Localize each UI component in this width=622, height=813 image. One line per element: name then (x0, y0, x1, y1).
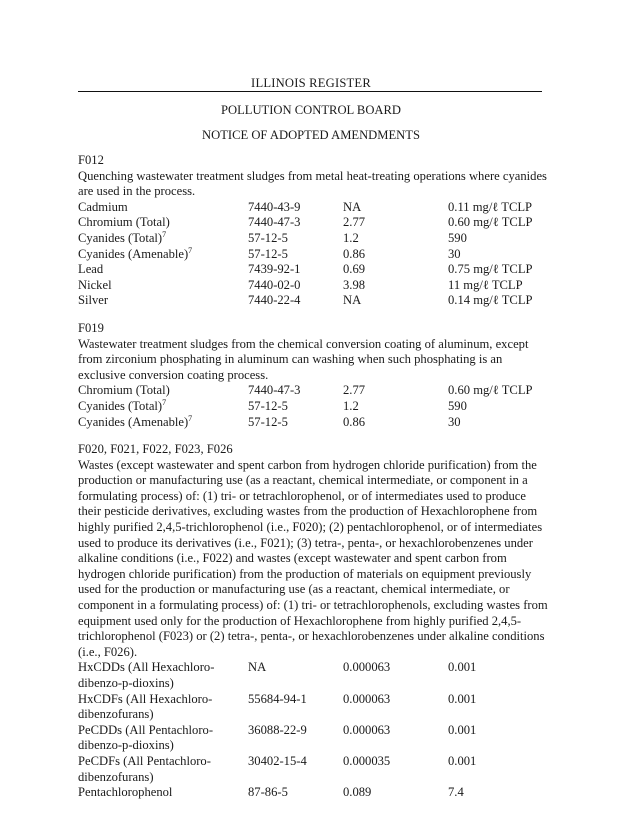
wastewater-standard: 0.86 (343, 414, 366, 429)
nonwastewater-standard: 0.60 mg/ℓ TCLP (448, 215, 533, 230)
cas-number: 7440-43-9 (248, 199, 301, 214)
constituent-name: Chromium (Total) (78, 383, 170, 398)
constituent-row (78, 231, 548, 247)
cas-number: 7440-47-3 (248, 215, 301, 230)
constituent-name: Cyanides (Amenable)$^7$ (78, 245, 193, 261)
constituent-name: Cyanides (Total)$^7$ (78, 229, 167, 245)
wastewater-standard: 1.2 (343, 398, 359, 413)
nonwastewater-standard: 11 mg/ℓ TCLP (448, 277, 523, 292)
nonwastewater-standard: 0.11 mg/ℓ TCLP (448, 199, 533, 214)
cas-number: 7440-02-0 (248, 277, 301, 292)
cas-number: 57-12-5 (248, 246, 288, 261)
notice-title: NOTICE OF ADOPTED AMENDMENTS (202, 128, 420, 142)
constituent-name: Silver (78, 293, 109, 308)
constituent-name: Cyanides (Amenable)$^7$ (78, 413, 193, 429)
waste-code: F019 (78, 320, 104, 335)
constituent-name: HxCDDs (All Hexachloro-dibenzo-p-dioxins) (78, 660, 215, 690)
waste-code: F012 (78, 153, 104, 167)
constituent-name: PeCDDs (All Pentachloro-dibenzo-p-dioxins) (78, 722, 214, 753)
nonwastewater-standard: 0.001 (448, 753, 477, 768)
waste-description: Wastes (except wastewater and spent carbon from hydrogen chloride purification) from the production or manufacturing use (as a reactant, chemical intermediate, or component in a formulating process) of: (1) tri- or tetrachlorophenol, or of intermediates used to produce their pesticide derivatives, excluding wastes from the production of Hexachlorophene from highly purified 2,4,5-trichlorophenol (i.e., F020); (2) pentachlorophenol, or of intermediates used to produce its derivatives (i.e., F021); (3) tetra-, penta-, or hexachlorobenzenes under alkaline conditions (i.e., F022) and wastes (except wastewater and spent carbon from hydrogen chloride purification) from the production of materials on equipment previously used for the production or manufacturing use (as a reactant, chemical intermediate, or component in a formulating process) of: (1) tri- or tetrachlorophenols, excluding wastes from equipment used only for the production of Hexachlorophene from highly purified 2,4,5-trichlorophenol (F023) or (2) tetra-, penta-, or hexachlorobenzenes under alkaline conditions (i.e., F026). (78, 457, 548, 659)
wastewater-standard: NA (343, 293, 362, 308)
wastewater-standard: 0.86 (343, 246, 366, 261)
wastewater-standard: 2.77 (343, 215, 366, 230)
footnote-marker: 7 (162, 397, 167, 407)
constituent-name: Chromium (Total) (78, 215, 170, 230)
register-title: ILLINOIS REGISTER (251, 76, 371, 90)
constituent-row (78, 399, 548, 415)
constituent-row (78, 415, 548, 431)
nonwastewater-standard: 590 (448, 230, 467, 245)
wastewater-standard: 0.000063 (343, 691, 391, 706)
nonwastewater-standard: 30 (448, 246, 461, 261)
cas-number: 57-12-5 (248, 398, 288, 413)
cas-number: 87-86-5 (248, 785, 288, 800)
nonwastewater-standard: 0.75 mg/ℓ TCLP (448, 262, 533, 277)
cas-number: 57-12-5 (248, 414, 288, 429)
wastewater-standard: 0.000063 (343, 660, 391, 675)
wastewater-standard: 0.089 (343, 785, 372, 800)
nonwastewater-standard: 590 (448, 398, 467, 413)
nonwastewater-standard: 0.001 (448, 660, 477, 675)
constituent-row (78, 660, 548, 691)
constituent-row (78, 754, 548, 785)
footnote-marker: 7 (188, 245, 193, 255)
constituent-name: Pentachlorophenol (78, 785, 173, 800)
constituent-name: PeCDFs (All Pentachloro-dibenzofurans) (78, 753, 211, 784)
cas-number: 57-12-5 (248, 230, 288, 245)
waste-description: Quenching wastewater treatment sludges from metal heat-treating operations where cyanides are used in the process. (78, 168, 547, 199)
board-title: POLLUTION CONTROL BOARD (220, 103, 402, 117)
header-rule (78, 91, 542, 92)
wastewater-standard: 2.77 (343, 383, 366, 398)
footnote-marker: 7 (188, 413, 193, 423)
nonwastewater-standard: 0.001 (448, 691, 477, 706)
wastewater-standard: 0.000063 (343, 722, 391, 737)
constituent-row (78, 692, 548, 723)
cas-number: 7439-92-1 (248, 262, 301, 277)
constituent-row (78, 247, 548, 263)
cas-number: 36088-22-9 (248, 722, 307, 737)
wastewater-standard: NA (343, 199, 362, 214)
constituent-name: Cadmium (78, 199, 128, 214)
nonwastewater-standard: 7.4 (448, 785, 464, 800)
nonwastewater-standard: 0.60 mg/ℓ TCLP (448, 383, 533, 398)
waste-description: Wastewater treatment sludges from the chemical conversion coating of aluminum, except from zirconium phosphating in aluminum can washing when such phosphating is an exclusive conversion coating process. (78, 336, 529, 382)
waste-section (78, 321, 548, 430)
constituent-row (78, 383, 548, 399)
wastewater-standard: 1.2 (343, 230, 359, 245)
cas-number: 7440-22-4 (248, 293, 301, 308)
constituent-row (78, 723, 548, 754)
nonwastewater-standard: 30 (448, 414, 461, 429)
wastewater-standard: 0.69 (343, 262, 366, 277)
wastewater-standard: 0.000035 (343, 753, 391, 768)
constituent-row (78, 262, 548, 278)
constituent-row (78, 215, 548, 231)
footnote-marker: 7 (162, 229, 167, 239)
constituent-name: Lead (78, 262, 104, 277)
waste-section (78, 442, 548, 801)
cas-number: 55684-94-1 (248, 691, 307, 706)
cas-number: 7440-47-3 (248, 383, 301, 398)
constituent-name: Cyanides (Total)$^7$ (78, 397, 167, 413)
cas-number: NA (248, 660, 267, 675)
waste-code: F020, F021, F022, F023, F026 (78, 442, 233, 457)
constituent-row (78, 200, 548, 216)
waste-section (78, 153, 548, 309)
constituent-name: HxCDFs (All Hexachloro-dibenzofurans) (78, 691, 213, 722)
wastewater-standard: 3.98 (343, 277, 366, 292)
cas-number: 30402-15-4 (248, 753, 307, 768)
constituent-row (78, 278, 548, 294)
nonwastewater-standard: 0.14 mg/ℓ TCLP (448, 293, 533, 308)
nonwastewater-standard: 0.001 (448, 722, 477, 737)
constituent-name: Nickel (78, 277, 112, 292)
constituent-row (78, 785, 548, 801)
document-body (78, 153, 548, 813)
constituent-row (78, 293, 548, 309)
